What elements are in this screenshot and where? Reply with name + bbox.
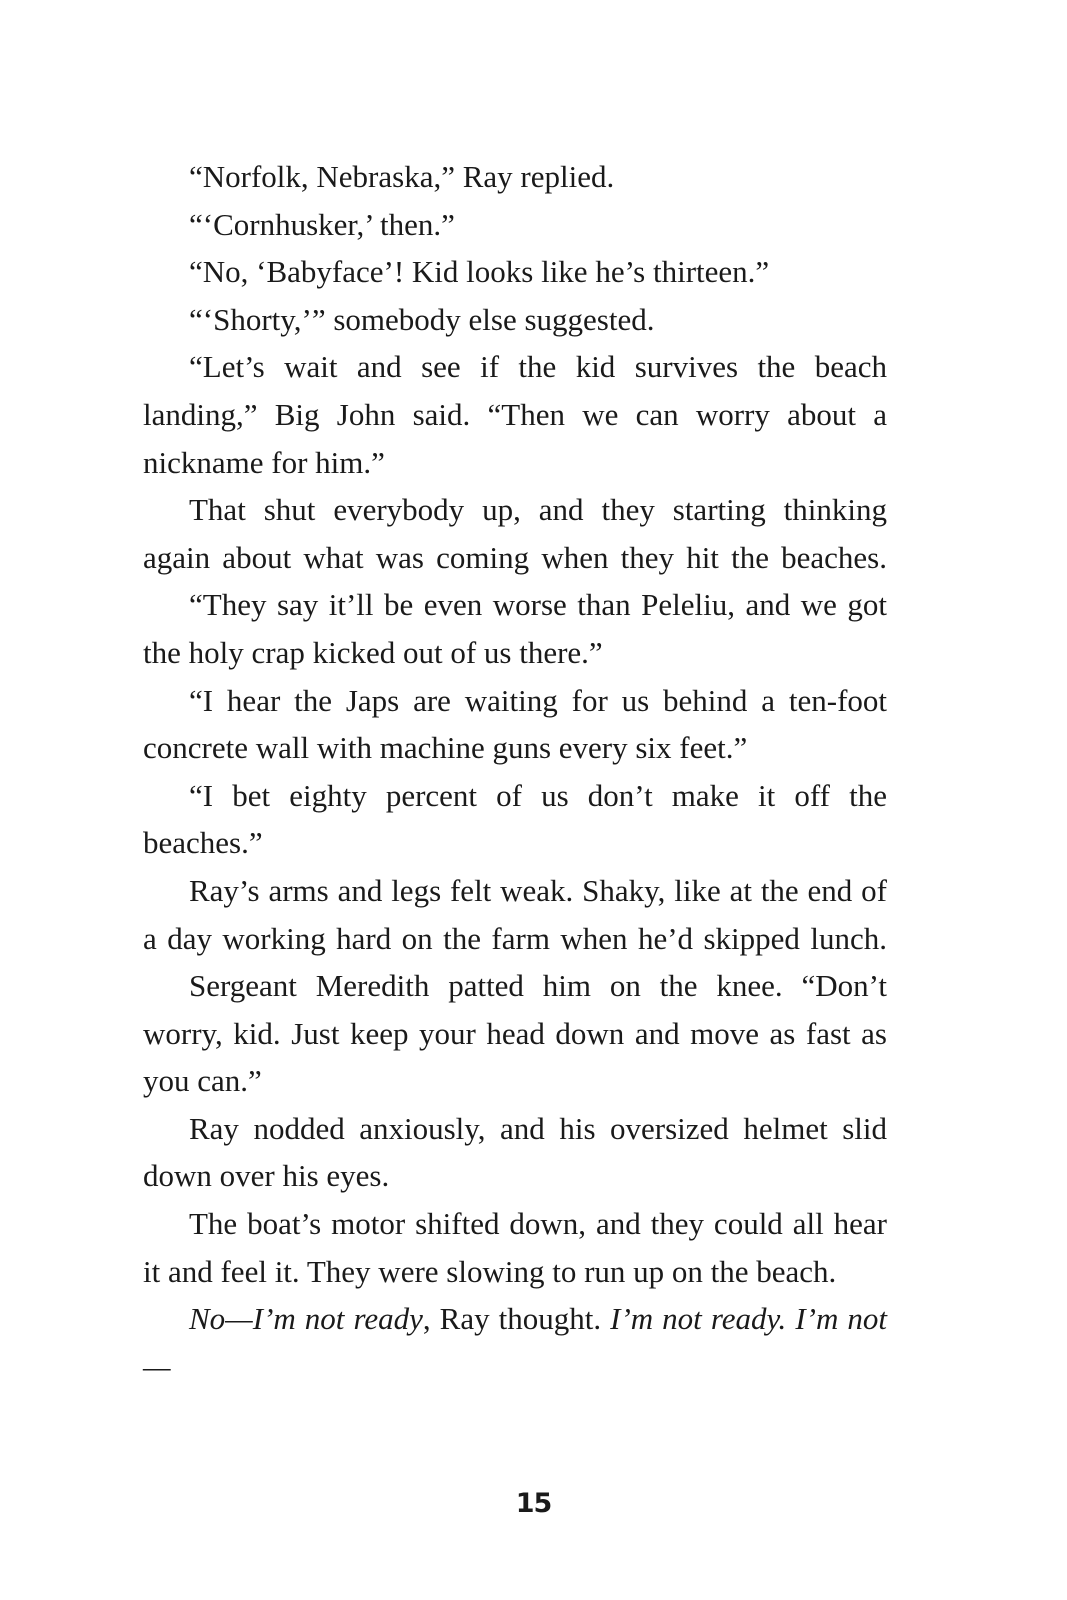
text-run: “Let’s wait and see if the kid survives the beach landing,” Big John said. “Then we can worry about a nickname for him.” bbox=[143, 349, 887, 480]
paragraph bbox=[143, 1295, 887, 1390]
paragraph bbox=[143, 1105, 887, 1200]
paragraph bbox=[143, 772, 887, 867]
text-run: “Norfolk, Nebraska,” Ray replied. bbox=[189, 159, 615, 194]
italic-text: I’m not ready. I’m not— bbox=[143, 1301, 887, 1384]
paragraph bbox=[143, 867, 887, 962]
text-run: Ray’s arms and legs felt weak. Shaky, like at the end of a day working hard on the farm when he’d skipped lunch. bbox=[143, 872, 887, 956]
text-run: “‘Cornhusker,’ then.” bbox=[189, 206, 455, 242]
text-run: Sergeant Meredith patted him on the knee. “Don’t worry, kid. Just keep your head down and move as fast as you can.” bbox=[143, 968, 887, 1099]
paragraph bbox=[143, 248, 887, 296]
paragraph bbox=[143, 1200, 887, 1295]
text-run: “They say it’ll be even worse than Peleliu, and we got the holy crap kicked out of us there.” bbox=[143, 587, 887, 670]
paragraph bbox=[143, 153, 887, 201]
page-number: 15 bbox=[515, 1488, 552, 1519]
paragraph bbox=[143, 962, 887, 1105]
text-run: “No, ‘Babyface’! Kid looks like he’s thirteen.” bbox=[189, 254, 770, 290]
text-run: , Ray thought. bbox=[422, 1301, 611, 1337]
paragraph bbox=[143, 296, 887, 344]
text-run: The boat’s motor shifted down, and they could all hear it and feel it. They were slowing to run up on the beach. bbox=[143, 1206, 887, 1289]
italic-text: No—I’m not ready bbox=[189, 1301, 423, 1337]
text-run: “I bet eighty percent of us don’t make it off the beaches.” bbox=[143, 777, 887, 861]
paragraph bbox=[143, 581, 887, 676]
text-run: That shut everybody up, and they starting thinking again about what was coming when they hit the beaches. bbox=[143, 492, 887, 575]
paragraph bbox=[143, 343, 887, 486]
paragraph bbox=[143, 486, 887, 581]
text-run: Ray nodded anxiously, and his oversized helmet slid down over his eyes. bbox=[143, 1110, 887, 1194]
paragraph bbox=[143, 677, 887, 772]
text-run: “I hear the Japs are waiting for us behind a ten-foot concrete wall with machine guns every six feet.” bbox=[143, 682, 887, 766]
paragraph bbox=[143, 201, 887, 249]
text-run: “‘Shorty,’” somebody else suggested. bbox=[189, 301, 655, 337]
body-text bbox=[143, 153, 887, 1390]
